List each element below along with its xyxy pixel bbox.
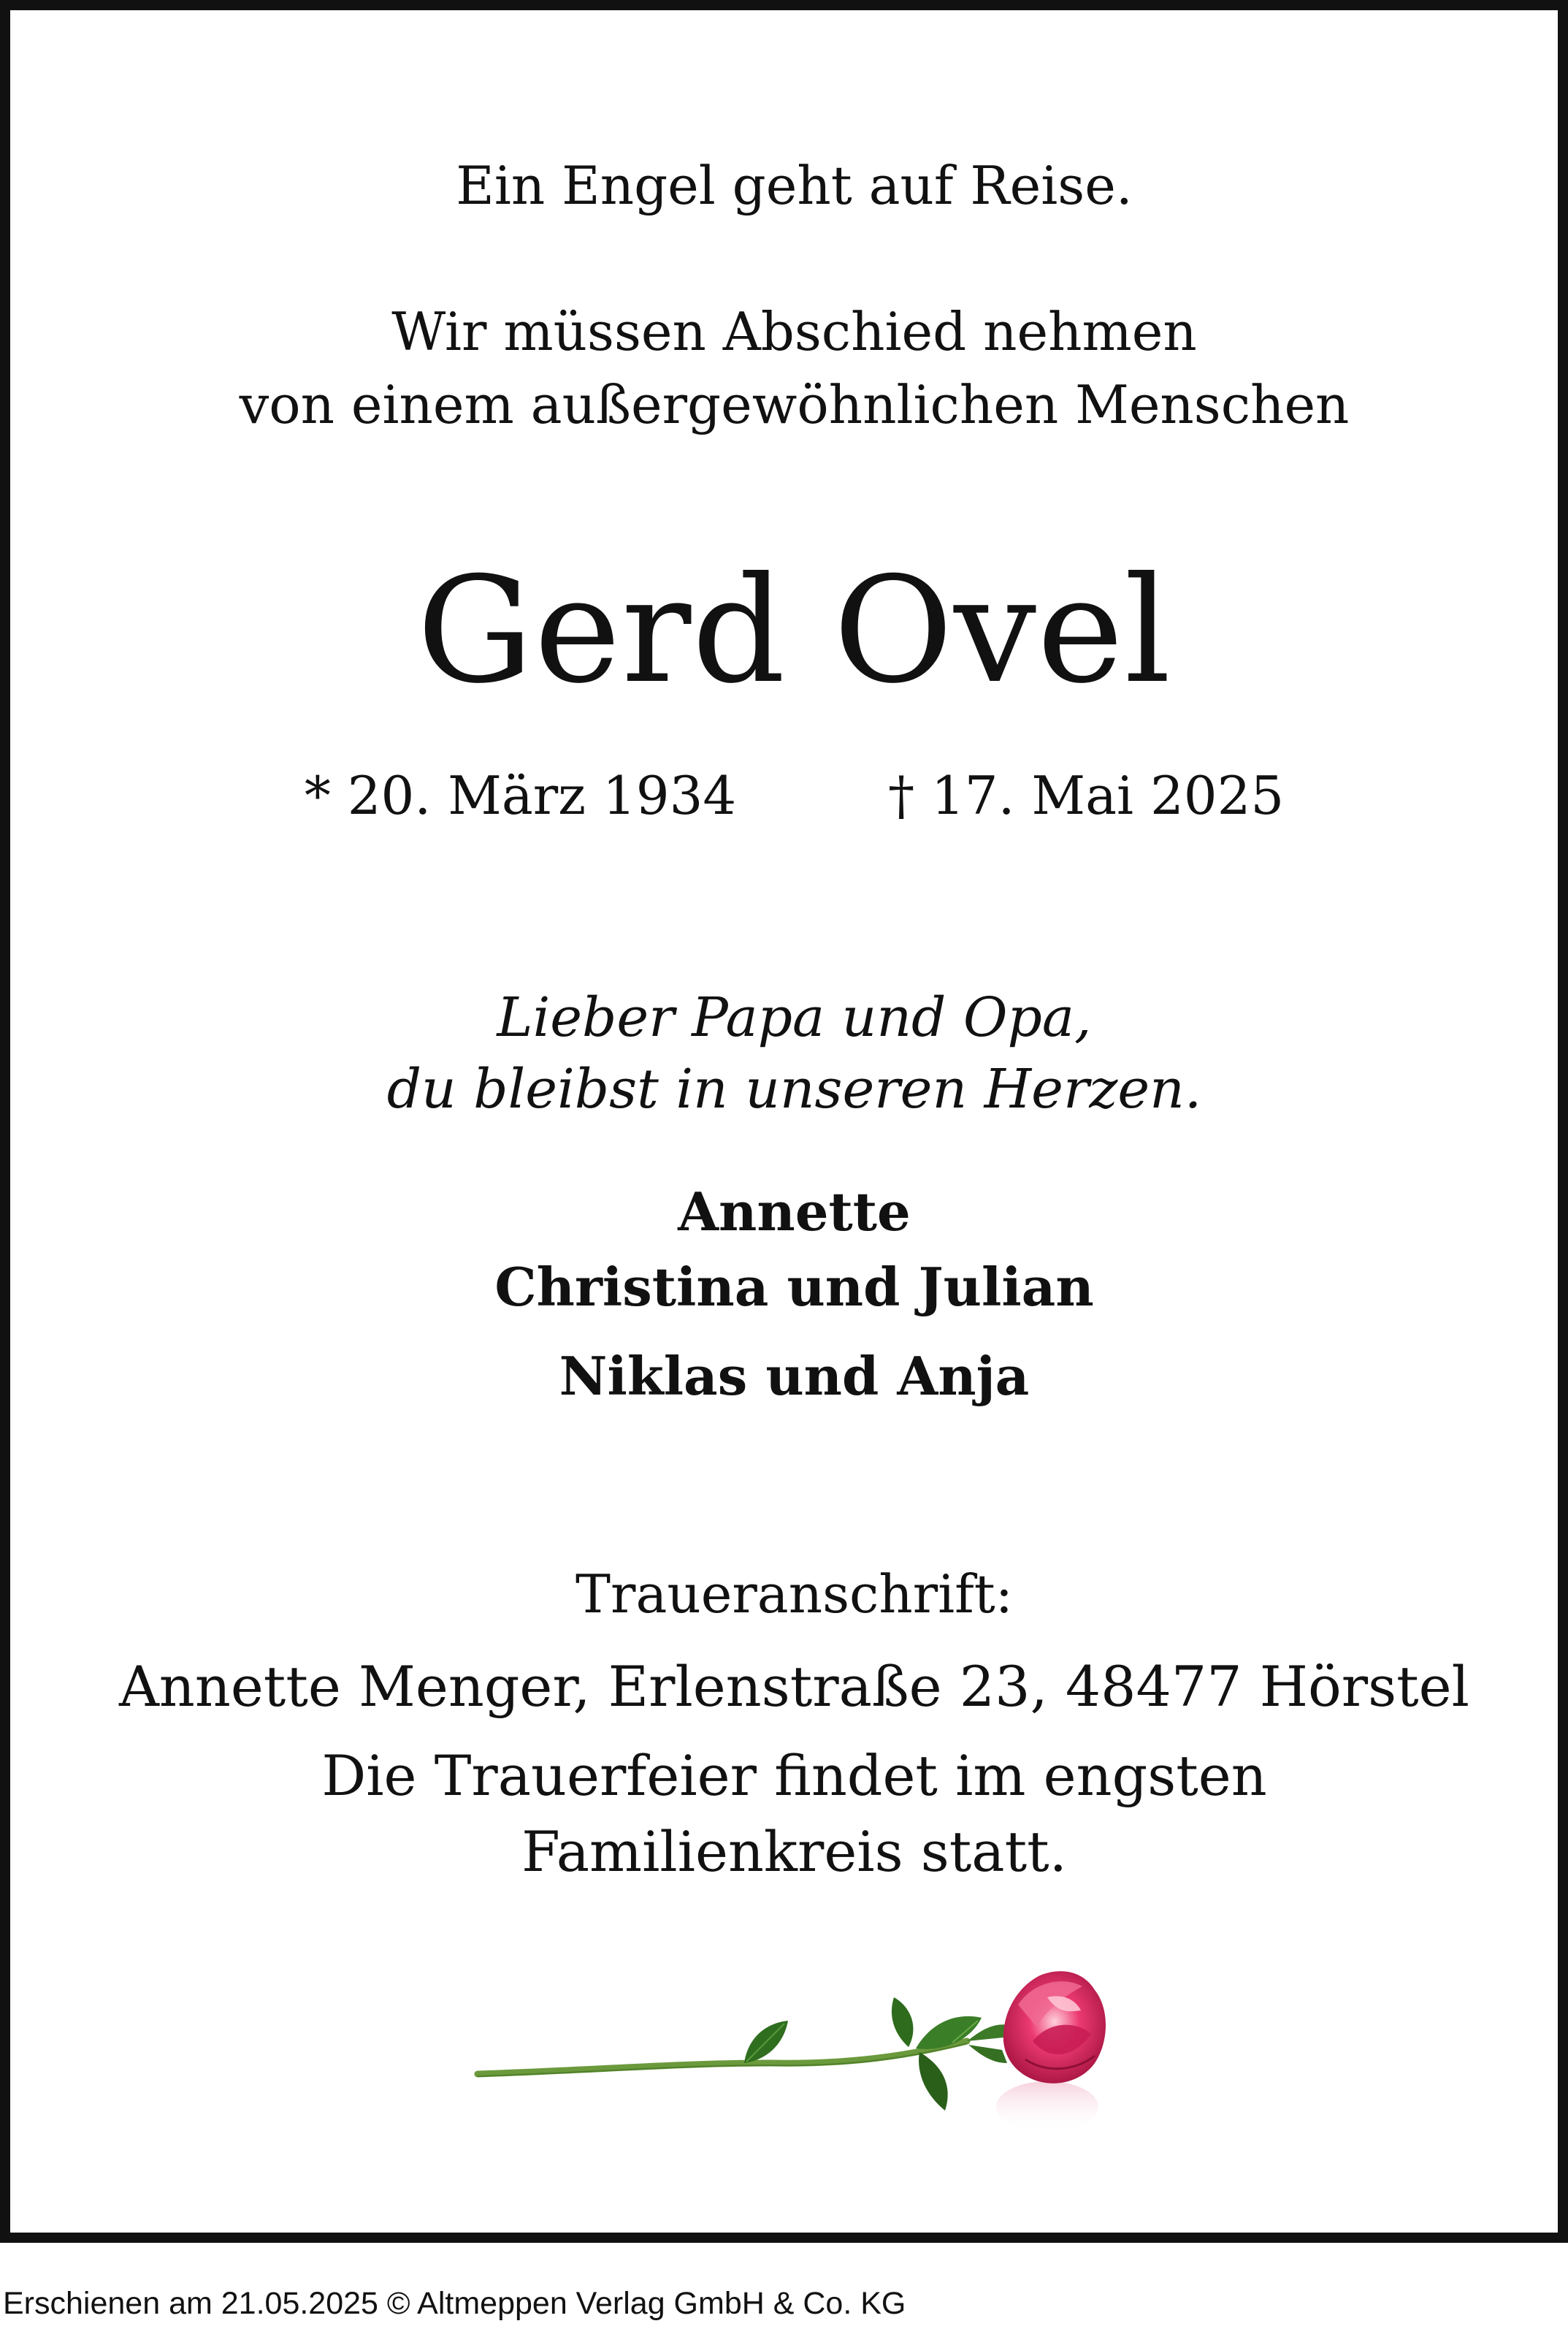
- ceremony-line: Familienkreis statt.: [521, 1819, 1067, 1884]
- verse-text: [10, 982, 1568, 1125]
- intro-line: von einem außergewöhnlichen Menschen: [239, 374, 1350, 435]
- ceremony-note: [10, 1738, 1568, 1890]
- address-label: Traueranschrift:: [575, 1563, 1013, 1625]
- family-member: Christina und Julian: [494, 1256, 1094, 1318]
- family-member: Annette: [678, 1181, 911, 1243]
- intro-text: [10, 295, 1568, 441]
- death-date: † 17. Mai 2025: [888, 765, 1285, 826]
- family-member: Niklas und Anja: [559, 1345, 1030, 1407]
- ceremony-line: Die Trauerfeier findet im engsten: [321, 1743, 1267, 1808]
- life-dates: [10, 763, 1568, 828]
- motto-text: Ein Engel geht auf Reise.: [456, 155, 1133, 216]
- birth-date: * 20. März 1934: [304, 765, 737, 826]
- verse-line: Lieber Papa und Opa,: [497, 986, 1092, 1049]
- rose-icon: [441, 1953, 1128, 2173]
- publication-footer: Erschienen am 21.05.2025 © Altmeppen Verlag GmbH & Co. KG: [3, 2286, 906, 2321]
- intro-line: Wir müssen Abschied nehmen: [391, 301, 1197, 362]
- deceased-name: Gerd Ovel: [416, 546, 1172, 716]
- verse-line: du bleibst in unseren Herzen.: [386, 1058, 1202, 1121]
- mourning-address: Annette Menger, Erlenstraße 23, 48477 Hörstel: [119, 1654, 1469, 1719]
